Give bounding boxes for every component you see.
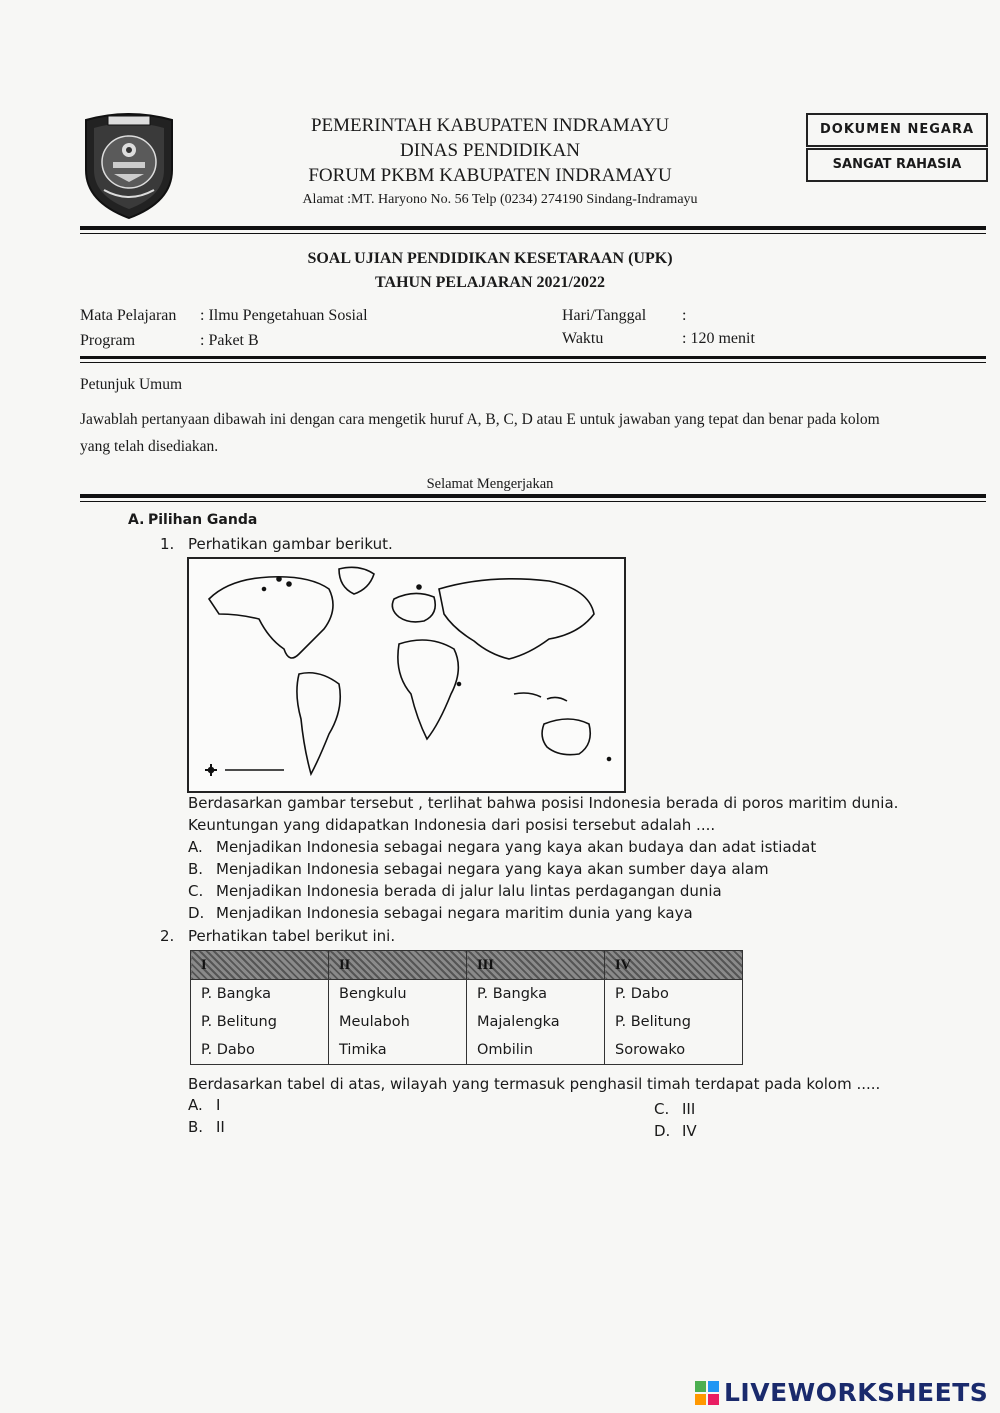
time-value: : 120 menit bbox=[682, 330, 755, 347]
q2-header-cell: II bbox=[329, 951, 467, 980]
q2-option-d-letter[interactable]: D. bbox=[654, 1122, 671, 1140]
section-title: Pilihan Ganda bbox=[148, 512, 258, 528]
header-rule-thick bbox=[80, 226, 986, 230]
q2-cell: P. Dabo bbox=[191, 1036, 329, 1065]
q2-cell: Meulaboh bbox=[329, 1008, 467, 1036]
q2-option-d[interactable]: IV bbox=[682, 1122, 697, 1140]
stamp-sangat-rahasia: SANGAT RAHASIA bbox=[806, 148, 988, 182]
q1-option-b-letter[interactable]: B. bbox=[188, 860, 204, 878]
info-rule-thick bbox=[80, 356, 986, 359]
q1-option-b[interactable]: Menjadikan Indonesia sebagai negara yang kaya akan sumber daya alam bbox=[216, 860, 769, 878]
table-row bbox=[191, 1008, 743, 1036]
q2-stem: Berdasarkan tabel di atas, wilayah yang termasuk penghasil timah terdapat pada kolom ..... bbox=[188, 1075, 881, 1093]
q2-cell: Ombilin bbox=[467, 1036, 605, 1065]
header-address: Alamat :MT. Haryono No. 56 Telp (0234) 274190 Sindang-Indramayu bbox=[302, 192, 698, 207]
q1-prompt: Perhatikan gambar berikut. bbox=[188, 535, 393, 553]
q2-table bbox=[190, 950, 743, 1065]
world-map-image bbox=[187, 557, 626, 793]
map-north-america bbox=[209, 577, 333, 658]
q1-stem-1: Berdasarkan gambar tersebut , terlihat bahwa posisi Indonesia berada di poros maritim dunia. bbox=[188, 794, 899, 812]
q2-cell: P. Bangka bbox=[467, 980, 605, 1009]
q2-option-c-letter[interactable]: C. bbox=[654, 1100, 670, 1118]
header-line-3: FORUM PKBM KABUPATEN INDRAMAYU bbox=[308, 165, 672, 186]
liveworksheets-logo-icon bbox=[694, 1380, 720, 1406]
q2-header-cell: I bbox=[191, 951, 329, 980]
q2-cell: Majalengka bbox=[467, 1008, 605, 1036]
q2-option-b[interactable]: II bbox=[216, 1118, 225, 1136]
q2-number: 2. bbox=[160, 927, 175, 945]
q2-cell: P. Dabo bbox=[605, 980, 743, 1009]
q2-prompt: Perhatikan tabel berikut ini. bbox=[188, 927, 396, 945]
time-label: Waktu bbox=[562, 330, 604, 347]
header-rule-thin bbox=[80, 233, 986, 234]
q1-option-c[interactable]: Menjadikan Indonesia berada di jalur lalu lintas perdagangan dunia bbox=[216, 882, 722, 900]
header-line-2: DINAS PENDIDIKAN bbox=[400, 140, 580, 161]
q2-option-a[interactable]: I bbox=[216, 1096, 221, 1114]
body-rule-thin bbox=[80, 501, 986, 502]
map-greenland bbox=[339, 567, 374, 594]
district-logo bbox=[78, 110, 180, 222]
q1-option-d[interactable]: Menjadikan Indonesia sebagai negara maritim dunia yang kaya bbox=[216, 904, 693, 922]
map-europe bbox=[392, 593, 435, 621]
map-africa bbox=[398, 640, 458, 739]
q1-number: 1. bbox=[160, 535, 175, 553]
stamp-dokumen-negara: DOKUMEN NEGARA bbox=[806, 113, 988, 147]
subject-value: : Ilmu Pengetahuan Sosial bbox=[200, 307, 368, 324]
q2-header-cell: III bbox=[467, 951, 605, 980]
table-row bbox=[191, 980, 743, 1009]
q1-option-a[interactable]: Menjadikan Indonesia sebagai negara yang kaya akan budaya dan adat istiadat bbox=[216, 838, 817, 856]
map-indonesia bbox=[514, 693, 567, 701]
q2-cell: P. Belitung bbox=[605, 1008, 743, 1036]
exam-year: TAHUN PELAJARAN 2021/2022 bbox=[375, 274, 605, 291]
map-compass-icon bbox=[205, 764, 217, 776]
q2-cell: Timika bbox=[329, 1036, 467, 1065]
liveworksheets-watermark: LIVEWORKSHEETS bbox=[724, 1378, 989, 1407]
q2-table-header-row bbox=[191, 951, 743, 980]
q2-cell: P. Belitung bbox=[191, 1008, 329, 1036]
date-value: : bbox=[682, 307, 687, 324]
q2-cell: P. Bangka bbox=[191, 980, 329, 1009]
exam-title: SOAL UJIAN PENDIDIKAN KESETARAAN (UPK) bbox=[307, 250, 673, 267]
q1-stem-2: Keuntungan yang didapatkan Indonesia dari posisi tersebut adalah .... bbox=[188, 816, 716, 834]
q1-option-d-letter[interactable]: D. bbox=[188, 904, 205, 922]
instructions-heading: Petunjuk Umum bbox=[80, 376, 183, 393]
closing-text: Selamat Mengerjakan bbox=[426, 476, 554, 492]
instructions-text: Jawablah pertanyaan dibawah ini dengan cara mengetik huruf A, B, C, D atau E untuk jawaban yang tepat dan benar pada kolom yang telah disediakan. bbox=[80, 411, 880, 455]
q1-option-a-letter[interactable]: A. bbox=[188, 838, 203, 856]
q2-cell: Bengkulu bbox=[329, 980, 467, 1009]
table-row bbox=[191, 1036, 743, 1065]
map-asia bbox=[439, 579, 594, 659]
q2-cell: Sorowako bbox=[605, 1036, 743, 1065]
info-rule-thin bbox=[80, 362, 986, 363]
q2-option-b-letter[interactable]: B. bbox=[188, 1118, 204, 1136]
date-label: Hari/Tanggal bbox=[562, 307, 647, 324]
q2-option-a-letter[interactable]: A. bbox=[188, 1096, 203, 1114]
map-south-america bbox=[297, 673, 340, 774]
q2-option-c[interactable]: III bbox=[682, 1100, 696, 1118]
map-australia bbox=[542, 719, 590, 755]
body-rule-thick bbox=[80, 494, 986, 498]
program-label: Program bbox=[80, 332, 136, 349]
subject-label: Mata Pelajaran bbox=[80, 307, 177, 324]
section-letter: A. bbox=[128, 512, 145, 528]
program-value: : Paket B bbox=[200, 332, 259, 349]
q1-option-c-letter[interactable]: C. bbox=[188, 882, 204, 900]
q2-header-cell: IV bbox=[605, 951, 743, 980]
header-line-1: PEMERINTAH KABUPATEN INDRAMAYU bbox=[310, 115, 670, 136]
